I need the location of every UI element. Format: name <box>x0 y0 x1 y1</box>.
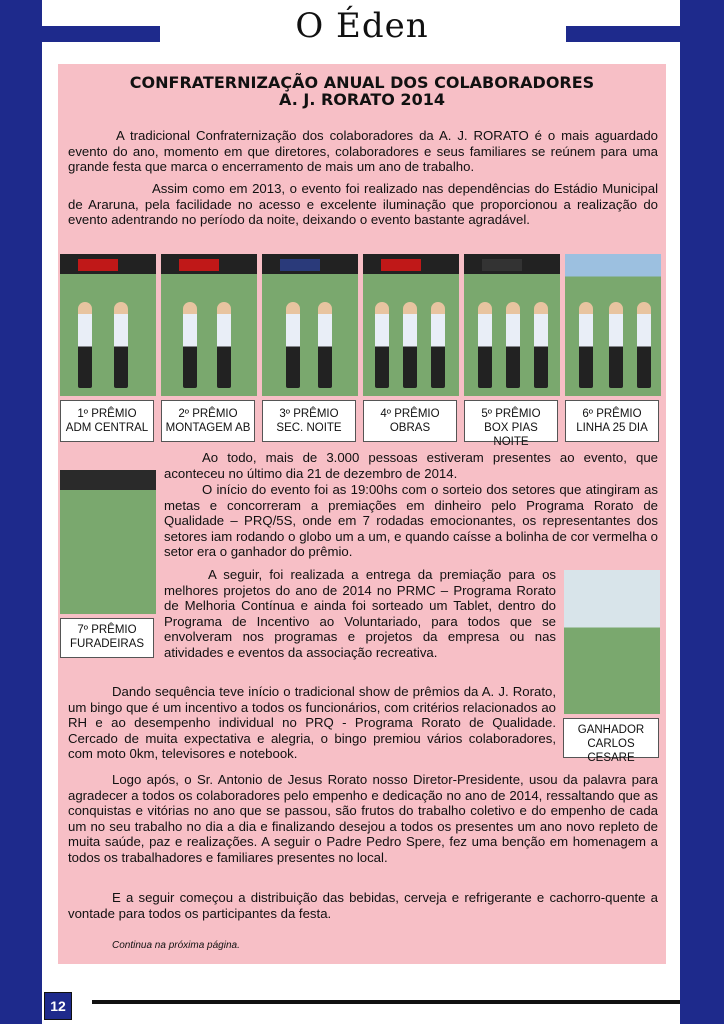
title-line-2: A. J. RORATO 2014 <box>279 90 445 109</box>
prize-caption-2: 2º PRÊMIO MONTAGEM AB <box>161 400 255 442</box>
article-title <box>58 74 666 108</box>
paragraph-1: A tradicional Confraternização dos colaboradores da A. J. RORATO é o mais aguardado evento do ano, momento em que diretores, colaboradores e seus familiares se reúnem para uma grande festa que marca o encerramento de mais um ano de trabalho. <box>68 128 658 175</box>
paragraph-3: Ao todo, mais de 3.000 pessoas estiveram presentes ao evento, que aconteceu no último dia 21 de dezembro de 2014. <box>164 450 658 481</box>
right-sidebar-stripe <box>680 0 724 1024</box>
footer-rule <box>92 1000 680 1004</box>
continued-note: Continua na próxima página. <box>112 940 240 951</box>
prize-photo-4 <box>363 254 459 396</box>
header-bar-right <box>566 26 680 42</box>
winner-photo <box>564 570 660 714</box>
prize-caption-6: 6º PRÊMIO LINHA 25 DIA <box>565 400 659 442</box>
prize-caption-3: 3º PRÊMIO SEC. NOITE <box>262 400 356 442</box>
prize-photo-1 <box>60 254 156 396</box>
title-line-1: CONFRATERNIZAÇÃO ANUAL DOS COLABORADORES <box>129 73 595 92</box>
paragraph-6: Dando sequência teve início o tradicional show de prêmios da A. J. Rorato, um bingo que é um incentivo a todos os funcionários, com critérios relacionados ao RH e ao desempenho individual no PRQ - Programa Rorato de Qualidade. Cercado de muita expectativa e alegria, o bingo premiou vários colaboradores, com moto 0km, televisores e notebook. <box>68 684 556 762</box>
prize-caption-1: 1º PRÊMIO ADM CENTRAL <box>60 400 154 442</box>
header-bar-left <box>42 26 160 42</box>
paragraph-7: Logo após, o Sr. Antonio de Jesus Rorato nosso Diretor-Presidente, usou da palavra para agradecer a todos os colaboradores pelo empenho e dedicação no ano de 2014, ressaltando que as conquistas e vitórias no ano que se passou, são frutos do trabalho coletivo e do empenho de cada um no seu trabalho no dia a dia e finalizando desejou a todos os presentes um ano novo repleto de muita saúde, paz e realizações. A seguir o Padre Pedro Spere, fez uma benção em homenagem a todos os trabalhadores e familiares presentes no local. <box>68 772 658 865</box>
left-sidebar-stripe <box>0 0 42 1024</box>
prize-photo-5 <box>464 254 560 396</box>
paragraph-4: O início do evento foi as 19:00hs com o sorteio dos setores que atingiram as metas e concorreram a premiações em dinheiro pelo Programa Rorato de Qualidade – PRQ/5S, onde em 7 rodadas emocionantes, os representantes dos setores iam rodando o globo um a um, e quando caísse a bolinha de cor vermelha o setor era o ganhador do prêmio. <box>164 482 658 560</box>
winner-caption: GANHADOR CARLOS CESARE <box>563 718 659 758</box>
article-panel <box>58 64 666 964</box>
prize-caption-5: 5º PRÊMIO BOX PIAS NOITE <box>464 400 558 442</box>
prize-photo-6 <box>565 254 661 396</box>
prize-caption-4: 4º PRÊMIO OBRAS <box>363 400 457 442</box>
magazine-logo: O Éden <box>295 6 429 46</box>
paragraph-2: Assim como em 2013, o evento foi realizado nas dependências do Estádio Municipal de Araruna, pela facilidade no acesso e excelente iluminação que proporcionou a realização do evento adentrando no período da noite, deixando o evento bastante agradável. <box>68 181 658 228</box>
paragraph-8: E a seguir começou a distribuição das bebidas, cerveja e refrigerante e cachorro-quente a vontade para todos os participantes da festa. <box>68 890 658 921</box>
paragraph-5: A seguir, foi realizada a entrega da premiação para os melhores projetos do ano de 2014 no PRMC – Programa Rorato de Melhoria Contínua e ainda foi sorteado um Tablet, dentro do Programa de Incentivo ao Voluntariado, para todos que se envolveram nos programas e projetos da empresa ou nas atividades e eventos da associação recreativa. <box>164 567 556 660</box>
prize-photo-2 <box>161 254 257 396</box>
page-number: 12 <box>44 992 72 1020</box>
prize-photo-7 <box>60 470 156 614</box>
prize-photo-3 <box>262 254 358 396</box>
prize-caption-7: 7º PRÊMIO FURADEIRAS <box>60 618 154 658</box>
